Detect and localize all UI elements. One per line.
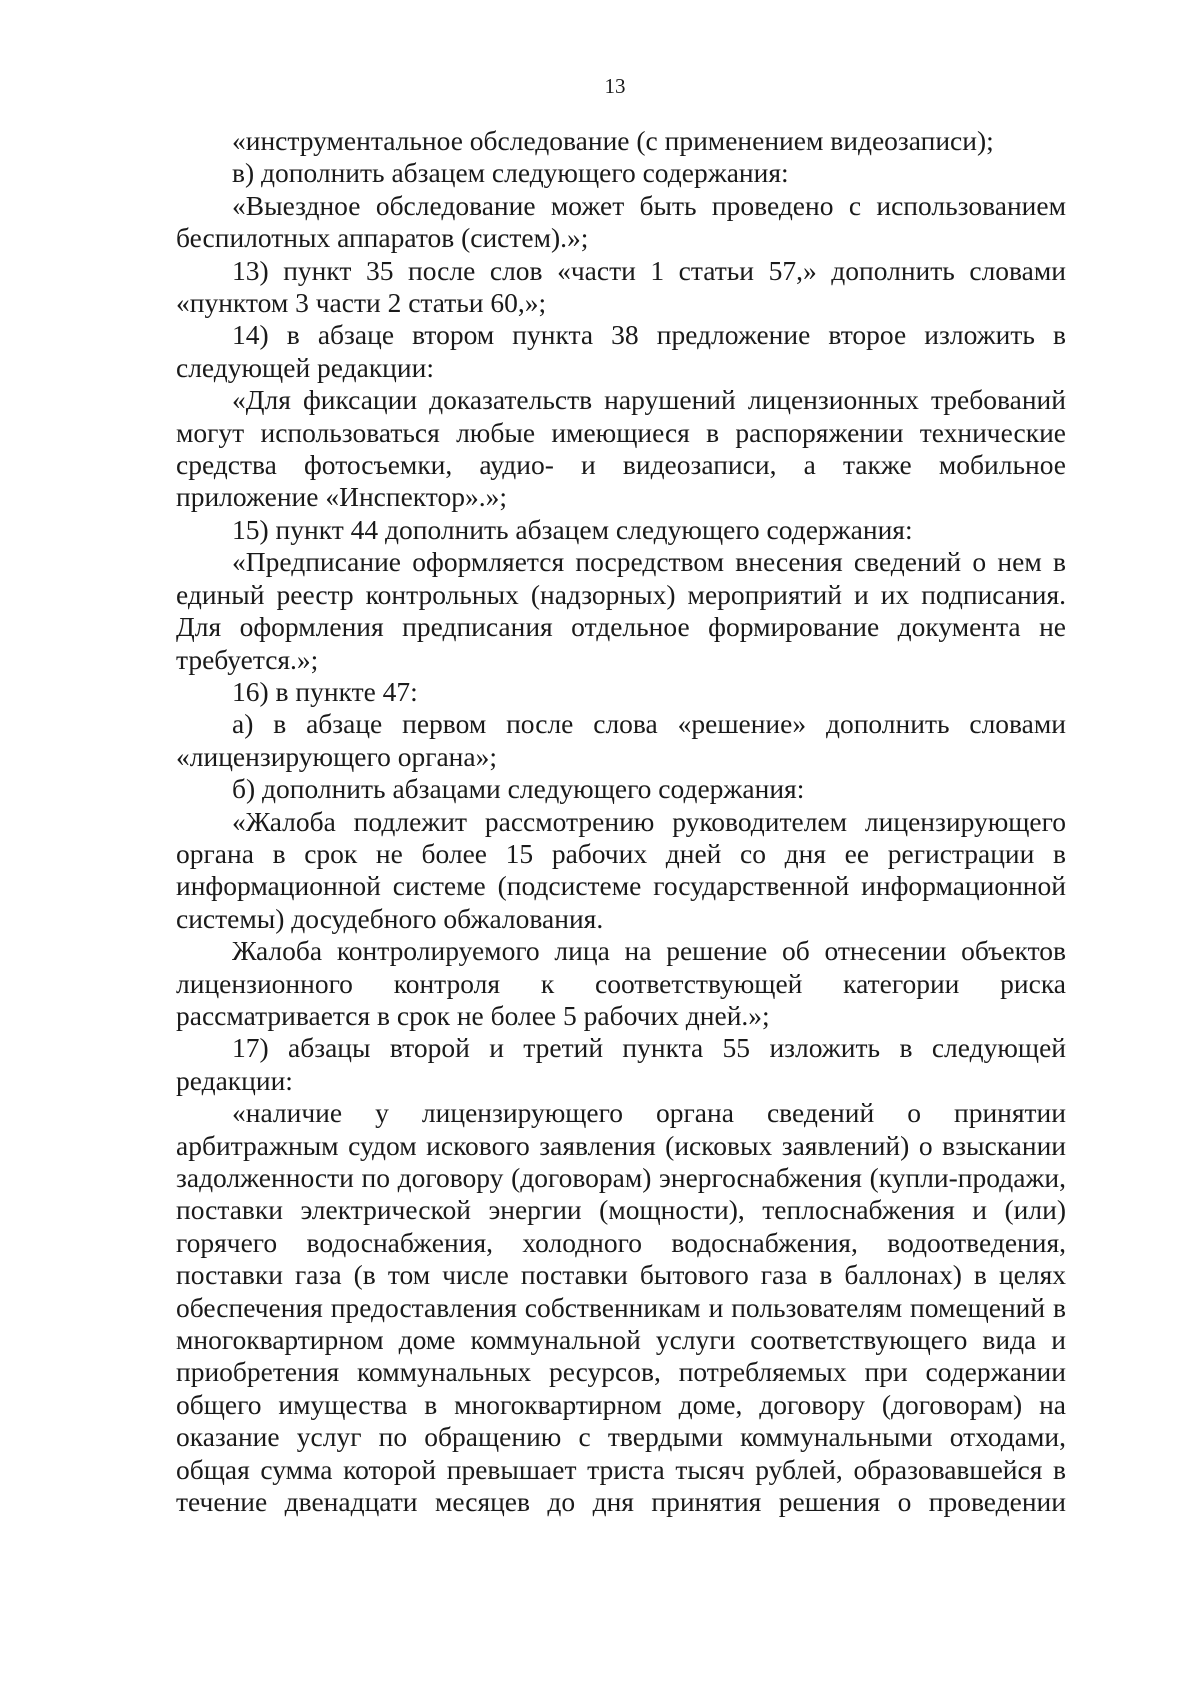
paragraph: «Выездное обследование может быть проведено с использованием беспилотных аппаратов (систем).»; [176,189,1066,254]
paragraph: б) дополнить абзацами следующего содержания: [232,773,805,805]
paragraph: «инструментальное обследование (с применением видеозаписи); [232,125,994,156]
document-body [176,125,1066,1518]
paragraph: 14) в абзаце втором пункта 38 предложение второе изложить в следующей редакции: [176,319,1066,383]
paragraph: а) в абзаце первом после слова «решение» дополнить словами «лицензирующего органа»; [176,708,1066,772]
paragraph: 17) абзацы второй и третий пункта 55 изложить в следующей редакции: [176,1032,1066,1096]
paragraph: 16) в пункте 47: [232,675,418,707]
paragraph: «Жалоба подлежит рассмотрению руководителем лицензирующего органа в срок не более 15 рабочих дней со дня ее регистрации в информационной системе (подсистеме государственной информационной системы) досудебного обжалования. [176,805,1066,934]
page-number: 13 [604,74,626,98]
paragraph: Жалоба контролируемого лица на решение об отнесении объектов лицензионного контроля к соответствующей категории риска рассматривается в срок не более 5 рабочих дней.»; [176,935,1066,1031]
paragraph: 13) пункт 35 после слов «части 1 статьи 57,» дополнить словами «пунктом 3 части 2 статьи 60,»; [176,254,1066,319]
paragraph: «Для фиксации доказательств нарушений лицензионных требований могут использоваться любые имеющиеся в распоряжении технические средства фотосъемки, аудио- и видеозаписи, а также мобильное приложение «Инспектор».»; [176,384,1066,513]
paragraph: «наличие у лицензирующего органа сведений о принятии арбитражным судом искового заявления (исковых заявлений) о взыскании задолженности по договору (договорам) энергоснабжения (купли-продажи, поставки электрической энергии (мощности), теплоснабжения и (или) горячего водоснабжения, холодного водоснабжения, водоотведения, поставки газа (в том числе поставки бытового газа в баллонах) в целях обеспечения предоставления собственникам и пользователям помещений в многоквартирном доме коммунальной услуги соответствующего вида и приобретения коммунальных ресурсов, потребляемых при содержании общего имущества в многоквартирном доме, договору (договорам) на оказание услуг по обращению с твердыми коммунальными отходами, общая сумма которой превышает триста тысяч рублей, образовавшейся в течение двенадцати месяцев до дня принятия решения о проведении [176,1097,1066,1518]
paragraph: «Предписание оформляется посредством внесения сведений о нем в единый реестр контрольных (надзорных) мероприятий и их подписания. Для оформления предписания отдельное формирование документа не требуется.»; [176,546,1066,675]
paragraph: 15) пункт 44 дополнить абзацем следующего содержания: [232,513,913,545]
paragraph: в) дополнить абзацем следующего содержания: [232,157,789,189]
